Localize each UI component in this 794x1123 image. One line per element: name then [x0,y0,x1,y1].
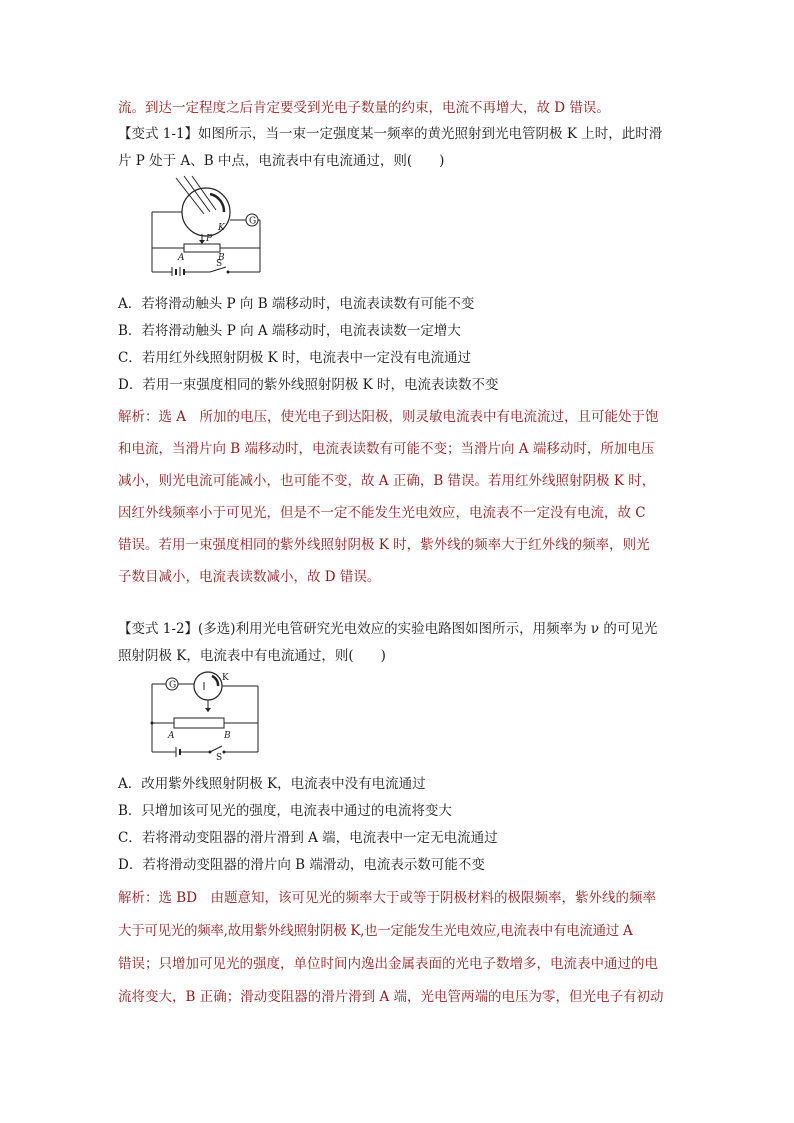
q1-stem-line-2: 片 P 处于 A、B 中点，电流表中有电流通过，则( ) [118,153,445,169]
q1-switch-label: S [216,259,223,269]
q2-switch-label: S [216,753,223,760]
intro-line: 流。到达一定程度之后肯定要受到光电子数量的约束，电流不再增大，故 D 错误。 [118,100,610,116]
q1-analysis-line-3: 减小，则光电流可能减小，也可能不变，故 A 正确，B 错误。若用红外线照射阴极 K 时， [118,473,656,489]
q1-circuit-figure [146,172,266,276]
q2-circuit-figure [146,668,266,760]
q2-end-b-label: B [224,731,231,741]
q1-option-d: D．若用一束强度相同的紫外线照射阴极 K 时，电流表读数不变 [118,377,499,393]
q2-stem-line-2: 照射阴极 K，电流表中有电流通过，则( ) [118,648,386,664]
q1-option-c: C．若用红外线照射阴极 K 时，电流表中一定没有电流通过 [118,350,471,366]
q1-analysis-line-2: 和电流，当滑片向 B 端移动时，电流表读数有可能不变；当滑片向 A 端移动时，所加电压 [118,441,655,457]
q2-end-a-label: A [168,731,175,741]
q2-analysis-line-3: 错误；只增加可见光的强度，单位时间内逸出金属表面的光电子数增多，电流表中通过的电 [118,956,658,972]
q2-analysis-line-4: 流将变大，B 正确；滑动变阻器的滑片滑到 A 端，光电管两端的电压为零，但光电子有初动 [118,989,664,1005]
q1-stem-line-1: 【变式 1-1】如图所示，当一束一定强度某一频率的黄光照射到光电管阴极 K 上时，此时滑 [118,126,663,142]
q2-analysis-line-1: 解析：选 BD 由题意知，该可见光的频率大于或等于阴极材料的极限频率，紫外线的频率 [118,890,657,906]
q1-analysis-line-6: 子数目减小，电流表读数减小，故 D 错误。 [118,569,381,585]
q2-cathode-label: K [222,673,229,683]
q2-stem-line-1: 【变式 1-2】(多选)利用光电管研究光电效应的实验电路图如图所示，用频率为 ν 的可见光 [118,621,658,637]
q1-slider-label: P [206,234,213,244]
q1-galvanometer-label: G [249,216,257,227]
q1-option-a: A．若将滑动触头 P 向 B 端移动时，电流表读数有可能不变 [118,296,475,312]
q2-option-c: C．若将滑动变阻器的滑片滑到 A 端，电流表中一定无电流通过 [118,830,498,846]
q2-analysis-line-2: 大于可见光的频率,故用紫外线照射阴极 K,也一定能发生光电效应,电流表中有电流通过 A [118,923,633,939]
q2-option-b: B．只增加该可见光的强度，电流表中通过的电流将变大 [118,803,452,819]
q1-analysis-line-1: 解析：选 A 所加的电压，使光电子到达阳极，则灵敏电流表中有电流流过，且可能处于饱 [118,409,659,425]
q1-option-b: B．若将滑动触头 P 向 A 端移动时，电流表读数一定增大 [118,323,461,339]
q2-option-d: D．若将滑动变阻器的滑片向 B 端滑动，电流表示数可能不变 [118,857,485,873]
q1-end-b-label: B [218,253,225,263]
q2-option-a: A．改用紫外线照射阴极 K，电流表中没有电流通过 [118,776,426,792]
q2-galvanometer-label: G [169,680,177,691]
q1-analysis-line-5: 错误。若用一束强度相同的紫外线照射阴极 K 时，紫外线的频率大于红外线的频率，则光 [118,537,650,553]
q1-cathode-label: K [218,223,225,233]
q1-analysis-line-4: 因红外线频率小于可见光，但是不一定不能发生光电效应，电流表不一定没有电流，故 C [118,505,646,521]
q1-end-a-label: A [178,253,185,263]
